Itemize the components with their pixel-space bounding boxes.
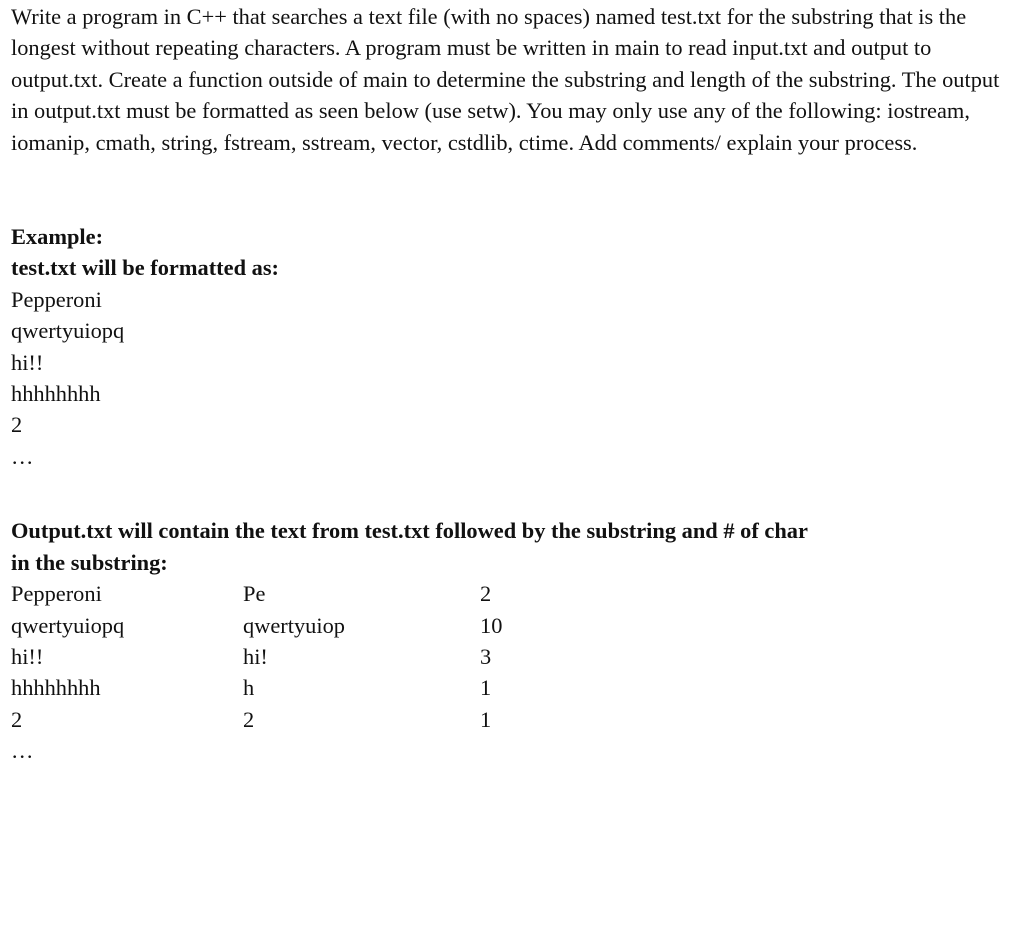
test-line: hhhhhhhh — [11, 381, 101, 407]
output-text-cell: qwertyuiopq — [11, 612, 125, 638]
spacer — [11, 472, 1024, 515]
output-file-heading — [11, 515, 1024, 578]
test-line: qwertyuiopq — [11, 318, 125, 344]
output-ellipsis: … — [11, 738, 34, 764]
output-text-cell: 2 — [11, 706, 23, 732]
output-row — [11, 672, 1024, 703]
output-substring-cell: hi! — [243, 643, 268, 669]
output-count-cell: 10 — [480, 612, 503, 638]
output-text-cell: hi!! — [11, 643, 44, 669]
output-row — [11, 578, 1024, 609]
output-count-cell: 1 — [480, 706, 492, 732]
test-file-heading: test.txt will be formatted as: — [11, 255, 279, 281]
assignment-description: Write a program in C++ that searches a text file (with no spaces) named test.txt for the substring that is the longest without repeating characters. A program must be written in main to read input.txt and output to output.txt. Create a function outside of main to determine the substring and length of the substring. The output in output.txt must be formatted as seen below (use setw). You may only use any of the following: iostream, iomanip, cmath, string, fstream, sstream, vector, cstdlib, ctime. Add comments/ explain your process. — [11, 4, 1000, 155]
test-line: hi!! — [11, 349, 44, 375]
output-heading-line2: in the substring: — [11, 549, 168, 575]
output-count-cell: 3 — [480, 643, 492, 669]
output-substring-cell: Pe — [243, 581, 266, 607]
output-substring-cell: h — [243, 675, 255, 701]
test-line: Pepperoni — [11, 286, 102, 312]
output-substring-cell: qwertyuiop — [243, 612, 345, 638]
test-line-ellipsis: … — [11, 443, 34, 469]
test-file-lines — [11, 284, 1024, 472]
output-text-cell: Pepperoni — [11, 581, 102, 607]
output-heading-line1: Output.txt will contain the text from test.txt followed by the substring and # of char — [11, 518, 808, 544]
output-row — [11, 641, 1024, 672]
example-heading: Example: — [11, 224, 104, 250]
output-count-cell: 1 — [480, 675, 492, 701]
spacer — [11, 158, 1024, 221]
test-line: 2 — [11, 412, 23, 438]
output-row — [11, 610, 1024, 641]
output-row — [11, 704, 1024, 735]
output-count-cell: 2 — [480, 581, 492, 607]
output-text-cell: hhhhhhhh — [11, 675, 101, 701]
output-substring-cell: 2 — [243, 706, 255, 732]
output-table — [11, 578, 1024, 766]
